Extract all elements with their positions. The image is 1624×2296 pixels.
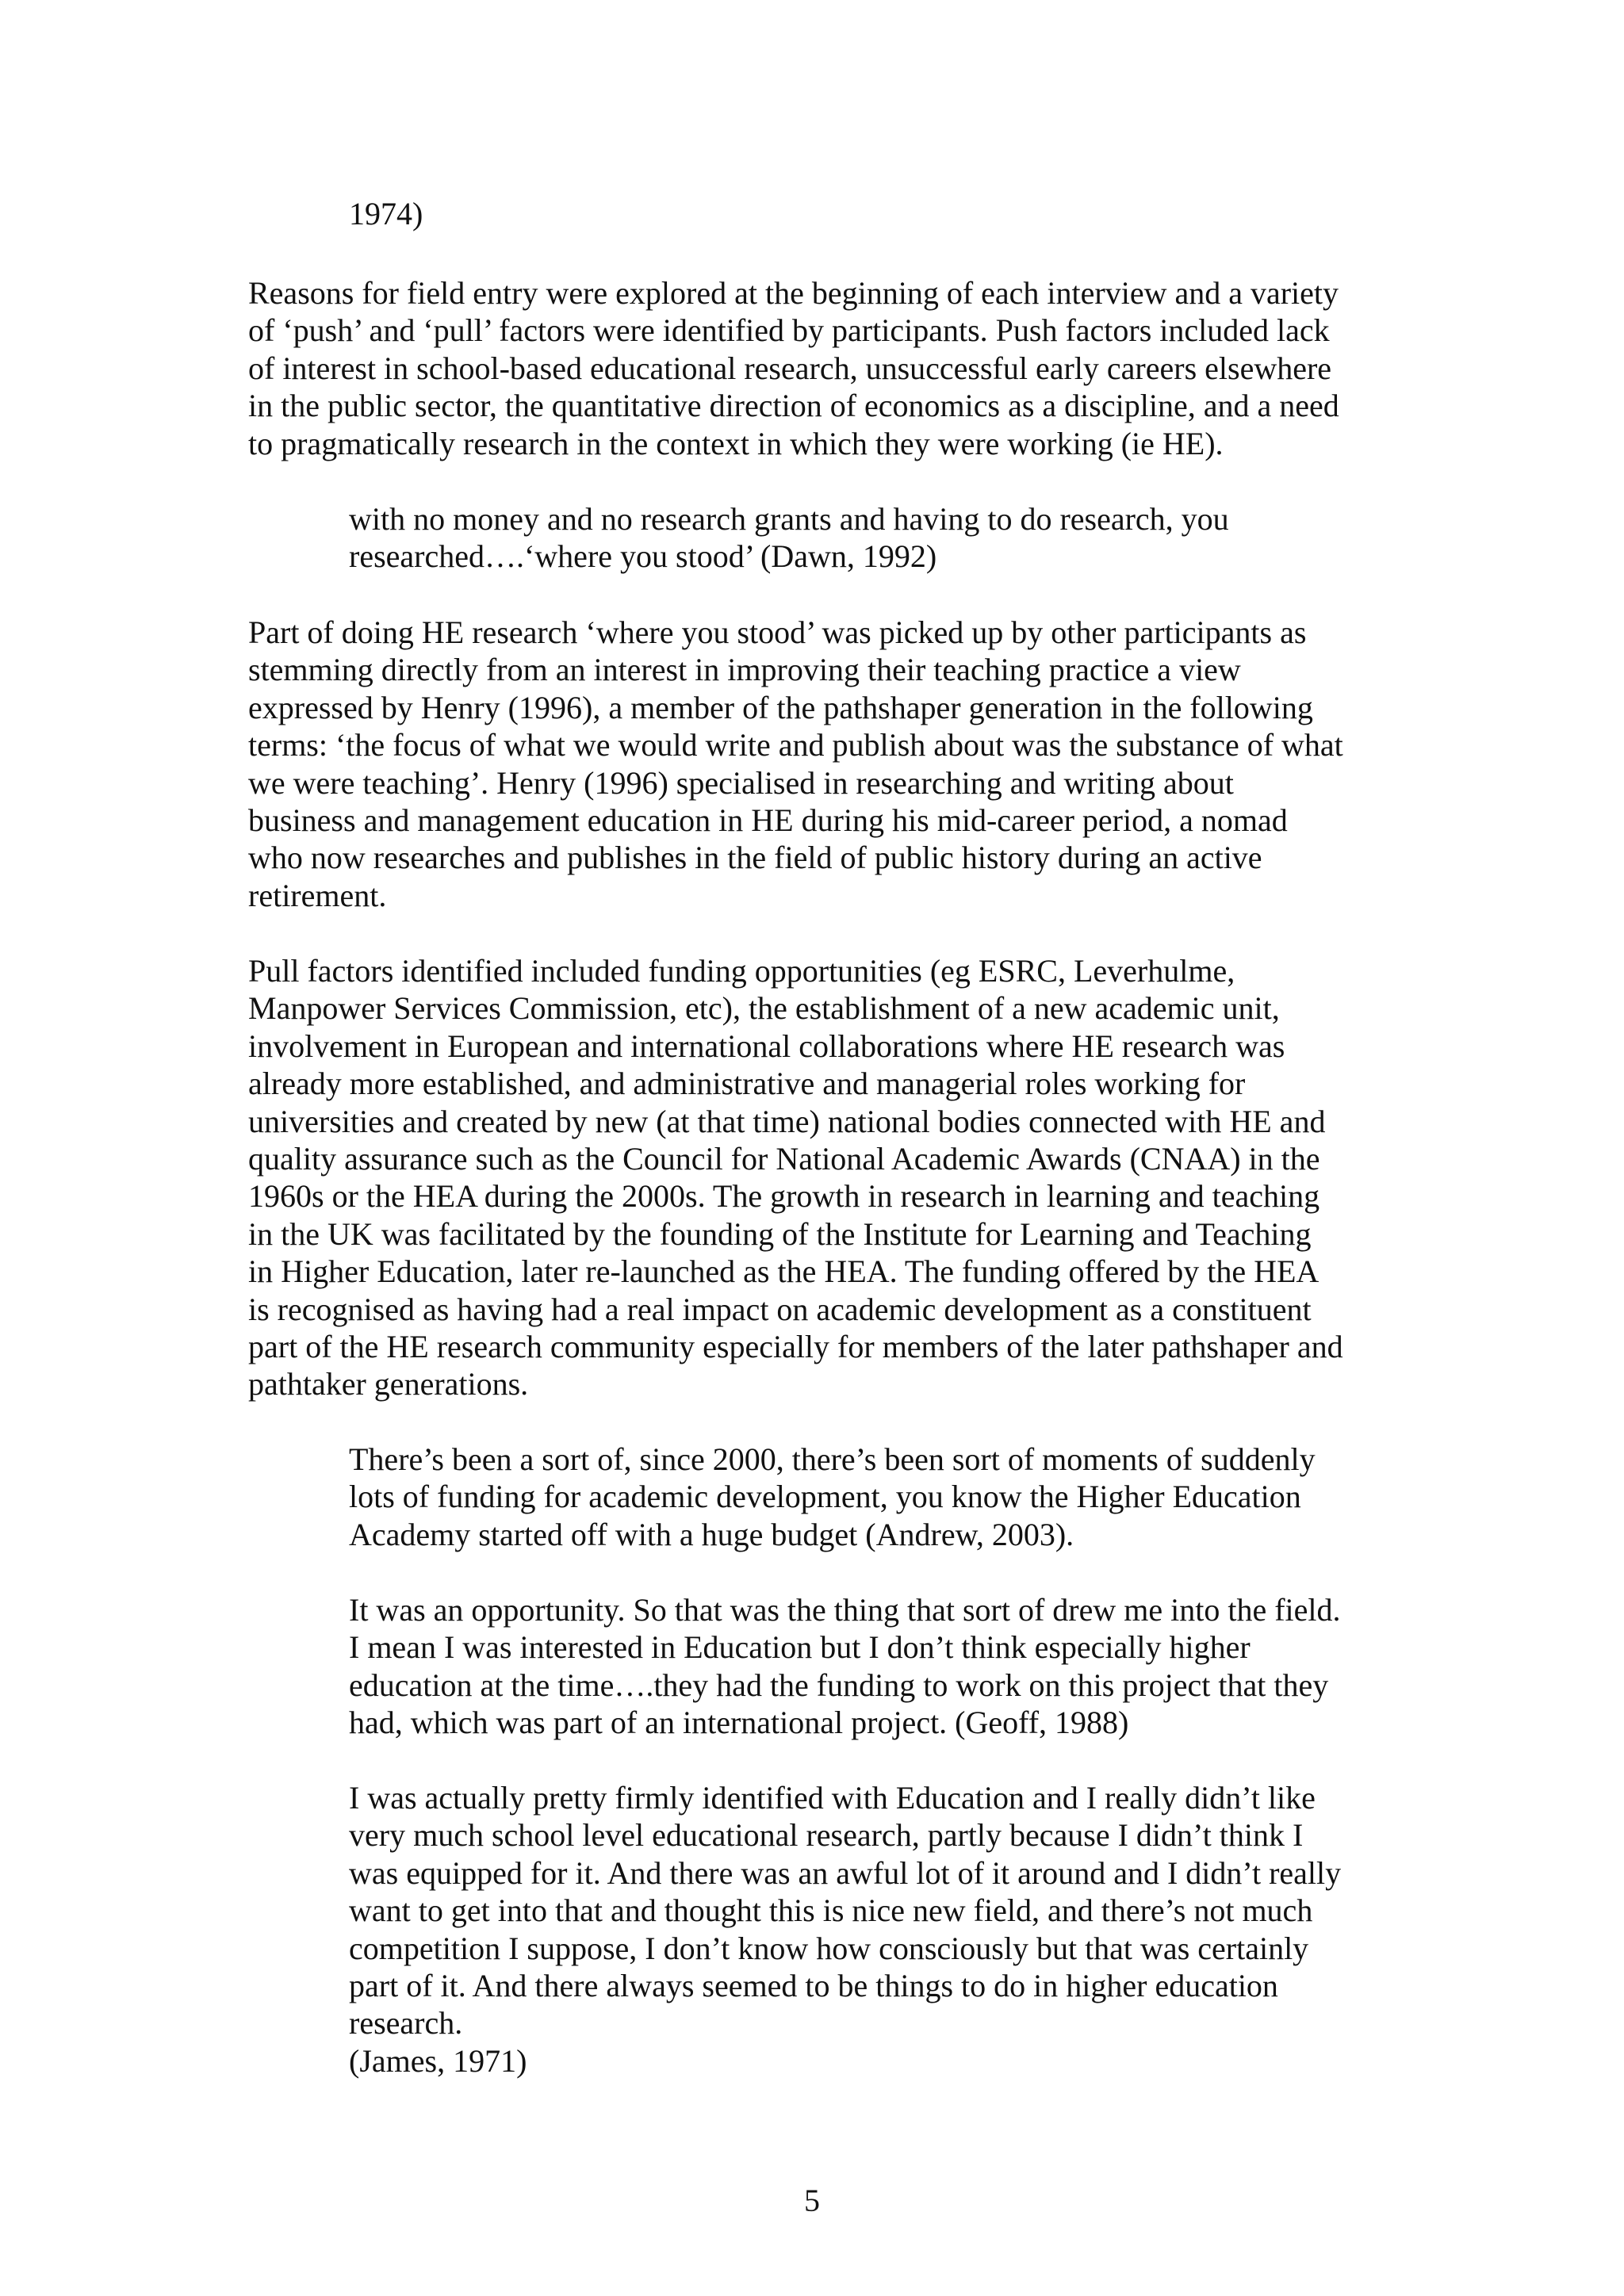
quote-andrew: There’s been a sort of, since 2000, there’s been sort of moments of suddenly lots of funding for academic development, you know the Higher Education Academy started off with a huge budget (Andrew, 2003). <box>349 1441 1316 1552</box>
quote-geoff: It was an opportunity. So that was the thing that sort of drew me into the field. I mean I was interested in Education but I don’t think especially higher education at the time….they had the funding to work on this project that they had, which was part of an international project. (Geoff, 1988) <box>349 1592 1341 1741</box>
page-number: 5 <box>804 2183 820 2218</box>
quote-james: I was actually pretty firmly identified with Education and I really didn’t like very much school level educational research, partly because I didn’t think I was equipped for it. And there was an awful lot of it around and I didn’t really want to get into that and thought this is nice new field, and there’s not much competition I suppose, I don’t know how consciously but that was certainly part of it. And there always seemed to be things to do in higher education research. (James, 1971) <box>349 1780 1342 2079</box>
quote-dawn: with no money and no research grants and having to do research, you researched….‘where you stood’ (Dawn, 1992) <box>349 501 1229 575</box>
opening-citation-fragment: 1974) <box>349 196 423 232</box>
paragraph-push-pull-factors: Reasons for field entry were explored at the beginning of each interview and a variety of ‘push’ and ‘pull’ factors were identified by participants. Push factors included lack of interest in school-based educational research, unsuccessful early careers elsewhere in the public sector, the quantitative direction of economics as a discipline, and a need to pragmatically research in the context in which they were working (ie HE). <box>248 275 1339 461</box>
paragraph-pull-factors: Pull factors identified included funding opportunities (eg ESRC, Leverhulme, Manpower Services Commission, etc), the establishment of a new academic unit, involvement in European and international collaborations where HE research was already more established, and administrative and managerial roles working for universities and created by new (at that time) national bodies connected with HE and quality assurance such as the Council for National Academic Awards (CNAA) in the 1960s or the HEA during the 2000s. The growth in research in learning and teaching in the UK was facilitated by the founding of the Institute for Learning and Teaching in Higher Education, later re-launched as the HEA. The funding offered by the HEA is recognised as having had a real impact on academic development as a constituent part of the HE research community especially for members of the later pathshaper and pathtaker generations. <box>248 953 1343 1402</box>
paragraph-where-you-stood: Part of doing HE research ‘where you stood’ was picked up by other participants as stemming directly from an interest in improving their teaching practice a view expressed by Henry (1996), a member of the pathshaper generation in the following terms: ‘the focus of what we would write and publish about was the substance of what we were teaching’. Henry (1996) specialised in researching and writing about business and management education in HE during his mid-career period, a nomad who now researches and publishes in the field of public history during an active retirement. <box>248 614 1343 913</box>
